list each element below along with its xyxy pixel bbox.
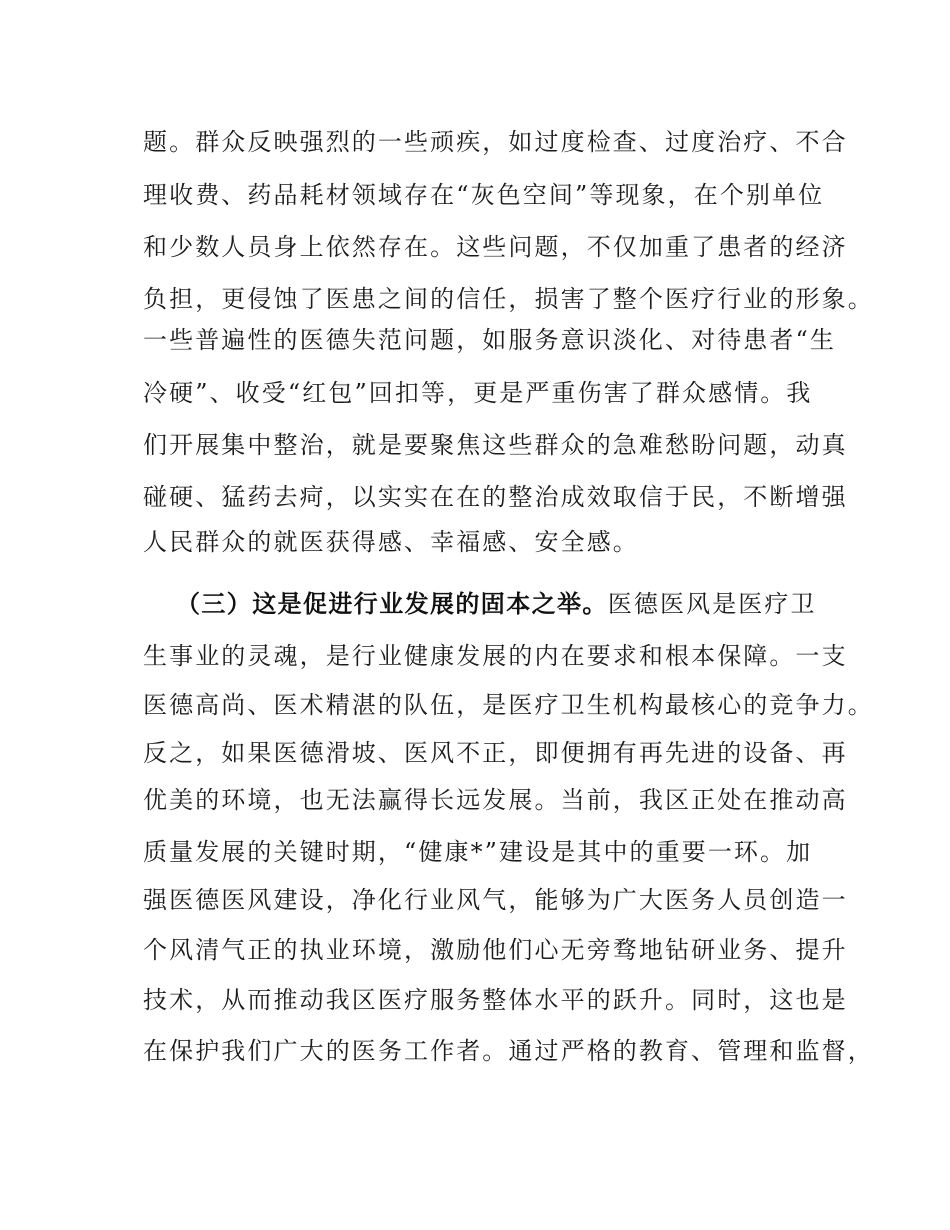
- p2-line: 质量发展的关键时期，“健康*”建设是其中的重要一环。加: [143, 838, 813, 866]
- p1-line: 一些普遍性的医德失范问题，如服务意识淡化、对待患者“生: [143, 326, 836, 354]
- p1-line: 人民群众的就医获得感、幸福感、安全感。: [143, 528, 639, 556]
- p1-line: 碰硬、猛药去疴，以实实在在的整治成效取信于民，不断增强: [143, 483, 848, 511]
- p1-line: 理收费、药品耗材领域存在“灰色空间”等现象，在个别单位: [143, 181, 825, 209]
- p2-line: 强医德医风建设，净化行业风气，能够为广大医务人员创造一: [143, 886, 848, 914]
- section-heading: （三）这是促进行业发展的固本之举。: [176, 590, 608, 618]
- p1-line: 和少数人员身上依然存在。这些问题，不仅加重了患者的经济: [143, 233, 848, 261]
- p2-line: 反之，如果医德滑坡、医风不正，即便拥有再先进的设备、再: [143, 739, 848, 767]
- p2-line: 技术，从而推动我区医疗服务整体水平的跃升。同时，这也是: [143, 986, 848, 1014]
- p2-line: 个风清气正的执业环境，激励他们心无旁骛地钻研业务、提升: [143, 936, 848, 964]
- p1-line: 负担，更侵蚀了医患之间的信任，损害了整个医疗行业的形象。: [143, 285, 874, 313]
- p1-line: 题。群众反映强烈的一些顽疾，如过度检查、过度治疗、不合: [143, 128, 848, 156]
- p2-line: 优美的环境，也无法赢得长远发展。当前，我区正处在推动高: [143, 786, 848, 814]
- p2-line: 生事业的灵魂，是行业健康发展的内在要求和根本保障。一支: [143, 642, 848, 670]
- p2-line: 医德高尚、医术精湛的队伍，是医疗卫生机构最核心的竞争力。: [143, 691, 874, 719]
- p1-line: 们开展集中整治，就是要聚焦这些群众的急难愁盼问题，动真: [143, 431, 848, 459]
- p2-first-line-text: 医德医风是医疗卫: [607, 590, 817, 618]
- p2-line: 在保护我们广大的医务工作者。通过严格的教育、管理和监督，: [143, 1037, 874, 1065]
- p2-first-line: [176, 584, 817, 624]
- p1-line: 冷硬”、收受“红包”回扣等，更是严重伤害了群众感情。我: [143, 379, 813, 407]
